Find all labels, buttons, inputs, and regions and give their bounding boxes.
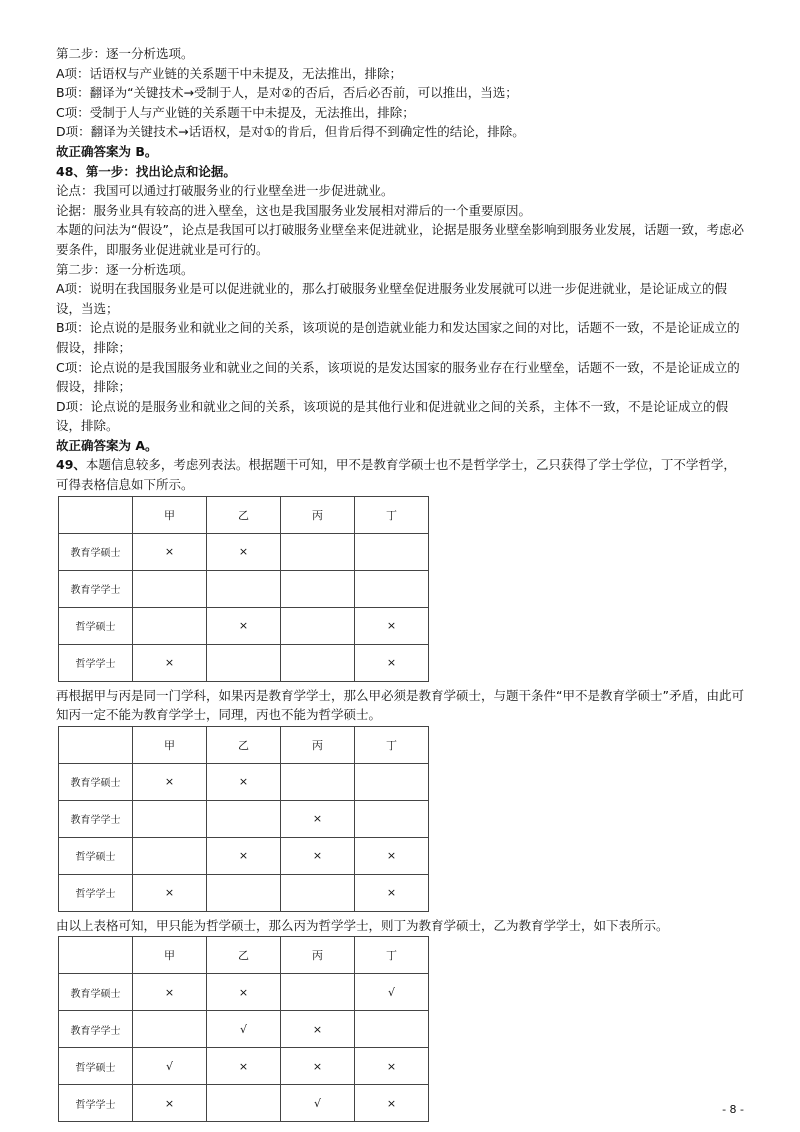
- table-cell: √: [133, 1048, 207, 1085]
- text-line: 第二步：逐一分析选项。: [56, 46, 194, 61]
- table-cell: ×: [207, 1048, 281, 1085]
- table-cell: [281, 644, 355, 681]
- text-line: 故正确答案为 A。: [56, 437, 158, 453]
- table-cell: [355, 763, 429, 800]
- text-block-before: [56, 44, 746, 495]
- text-line: 48、第一步：找出论点和论据。: [56, 163, 236, 179]
- table-cell: ×: [355, 607, 429, 644]
- text-line: A项：话语权与产业链的关系题干中未提及，无法推出，排除；: [56, 65, 403, 81]
- table-1: [58, 496, 429, 682]
- table-header-cell: 丁: [355, 726, 429, 763]
- table-cell: [281, 974, 355, 1011]
- table-cell: ×: [207, 763, 281, 800]
- table-cell: [355, 1011, 429, 1048]
- text-line: 论点：我国可以通过打破服务业的行业壁垒进一步促进就业。: [56, 183, 394, 199]
- table-header-cell: 甲: [133, 726, 207, 763]
- row-label-cell: 教育学硕士: [59, 763, 133, 800]
- text-line: 论据：服务业具有较高的进入壁垒，这也是我国服务业发展相对滞后的一个重要原因。: [56, 202, 532, 218]
- text-line: [56, 455, 746, 494]
- row-label-cell: 教育学学士: [59, 1011, 133, 1048]
- table-cell: [133, 837, 207, 874]
- table-header-cell: [59, 937, 133, 974]
- table-cell: ×: [133, 974, 207, 1011]
- table-header-cell: 甲: [133, 496, 207, 533]
- table-cell: ×: [281, 837, 355, 874]
- table-cell: [133, 1011, 207, 1048]
- row-label-cell: 教育学硕士: [59, 974, 133, 1011]
- table-header-cell: 丙: [281, 496, 355, 533]
- table-cell: [207, 800, 281, 837]
- table-header-row: [59, 937, 429, 974]
- table-cell: ×: [355, 837, 429, 874]
- question-number: 49、: [56, 457, 86, 473]
- table-cell: [207, 570, 281, 607]
- text-line: D项：论点说的是服务业和就业之间的关系，该项说的是其他行业和促进就业之间的关系，主体不一致，不是论证成立的假设，排除。: [56, 398, 729, 434]
- table-cell: ×: [207, 837, 281, 874]
- table-row: [59, 1011, 429, 1048]
- table-row: [59, 570, 429, 607]
- table-cell: [355, 800, 429, 837]
- table-row: [59, 1085, 429, 1122]
- table-header-row: [59, 496, 429, 533]
- table-cell: [133, 607, 207, 644]
- table-header-cell: 丁: [355, 496, 429, 533]
- table-cell: ×: [281, 1011, 355, 1048]
- table-cell: √: [355, 974, 429, 1011]
- table-cell: ×: [207, 607, 281, 644]
- table-cell: [281, 570, 355, 607]
- table-2: [58, 726, 429, 912]
- row-label-cell: 哲学硕士: [59, 607, 133, 644]
- row-label-cell: 教育学硕士: [59, 533, 133, 570]
- table-cell: [207, 1085, 281, 1122]
- table-row: [59, 644, 429, 681]
- question-text: 本题信息较多，考虑列表法。根据题干可知，甲不是教育学硕士也不是哲学学士，乙只获得了学士学位，丁不学哲学，可得表格信息如下所示。: [56, 457, 736, 493]
- table-cell: [355, 533, 429, 570]
- table-row: [59, 837, 429, 874]
- table-cell: ×: [207, 533, 281, 570]
- table-cell: [133, 800, 207, 837]
- table-cell: ×: [133, 1085, 207, 1122]
- table-cell: [355, 570, 429, 607]
- table-row: [59, 1048, 429, 1085]
- text-line: 故正确答案为 B。: [56, 143, 158, 159]
- table-header-cell: 丙: [281, 726, 355, 763]
- table-header-cell: 丁: [355, 937, 429, 974]
- table-header-row: [59, 726, 429, 763]
- row-label-cell: 教育学学士: [59, 570, 133, 607]
- text-line: D项：翻译为关键技术→话语权，是对①的肯后，但肯后得不到确定性的结论，排除。: [56, 124, 525, 140]
- table-row: [59, 533, 429, 570]
- table-header-cell: 乙: [207, 726, 281, 763]
- row-label-cell: 哲学硕士: [59, 1048, 133, 1085]
- text-line: 第二步：逐一分析选项。: [56, 261, 194, 277]
- table-row: [59, 800, 429, 837]
- table-cell: ×: [133, 763, 207, 800]
- table-header-cell: 乙: [207, 496, 281, 533]
- paragraph-2: 再根据甲与丙是同一门学科，如果丙是教育学学士，那么甲必须是教育学硕士，与题干条件“甲不是教育学硕士”矛盾，由此可知丙一定不能为教育学学士，同理，丙也不能为哲学硕士。: [56, 687, 744, 723]
- table-cell: [133, 570, 207, 607]
- text-line: B项：论点说的是服务业和就业之间的关系，该项说的是创造就业能力和发达国家之间的对比，话题不一致，不是论证成立的假设，排除；: [56, 320, 740, 355]
- table-cell: [281, 533, 355, 570]
- table-cell: [207, 644, 281, 681]
- document-page: [56, 44, 746, 1126]
- table-cell: [281, 607, 355, 644]
- page-number: - 8 -: [722, 1103, 744, 1116]
- row-label-cell: 教育学学士: [59, 800, 133, 837]
- table-cell: ×: [281, 800, 355, 837]
- text-line: B项：翻译为“关键技术→受制于人，是对②的否后，否后必否前，可以推出，当选；: [56, 85, 518, 101]
- row-label-cell: 哲学学士: [59, 644, 133, 681]
- table-cell: ×: [355, 1085, 429, 1122]
- table-cell: ×: [355, 1048, 429, 1085]
- table-row: [59, 763, 429, 800]
- text-line: C项：论点说的是我国服务业和就业之间的关系，该项说的是发达国家的服务业存在行业壁垒，话题不一致，不是论证成立的假设，排除；: [56, 359, 740, 395]
- table-cell: ×: [355, 644, 429, 681]
- table-3: [58, 936, 429, 1122]
- table-cell: ×: [133, 644, 207, 681]
- table-cell: ×: [207, 974, 281, 1011]
- table-cell: [281, 874, 355, 911]
- paragraph-3: 由以上表格可知，甲只能为哲学硕士，那么丙为哲学学士，则丁为教育学硕士，乙为教育学学士，如下表所示。: [56, 917, 669, 933]
- table-header-cell: [59, 496, 133, 533]
- table-row: [59, 607, 429, 644]
- table-header-cell: 丙: [281, 937, 355, 974]
- table-cell: [207, 874, 281, 911]
- table-header-cell: 甲: [133, 937, 207, 974]
- table-cell: [281, 763, 355, 800]
- table-header-cell: 乙: [207, 937, 281, 974]
- row-label-cell: 哲学学士: [59, 1085, 133, 1122]
- table-cell: ×: [133, 874, 207, 911]
- text-line: A项：说明在我国服务业是可以促进就业的，那么打破服务业壁垒促进服务业发展就可以进一步促进就业，是论证成立的假设，当选；: [56, 281, 728, 316]
- text-line: C项：受制于人与产业链的关系题干中未提及，无法推出，排除；: [56, 104, 415, 120]
- table-cell: √: [281, 1085, 355, 1122]
- row-label-cell: 哲学学士: [59, 874, 133, 911]
- row-label-cell: 哲学硕士: [59, 837, 133, 874]
- table-row: [59, 974, 429, 1011]
- table-cell: ×: [281, 1048, 355, 1085]
- table-cell: √: [207, 1011, 281, 1048]
- table-cell: ×: [355, 874, 429, 911]
- table-row: [59, 874, 429, 911]
- text-line: 本题的问法为“假设”，论点是我国可以打破服务业壁垒来促进就业，论据是服务业壁垒影响到服务业发展，话题一致，考虑必要条件，即服务业促进就业是可行的。: [56, 222, 744, 257]
- table-cell: ×: [133, 533, 207, 570]
- table-header-cell: [59, 726, 133, 763]
